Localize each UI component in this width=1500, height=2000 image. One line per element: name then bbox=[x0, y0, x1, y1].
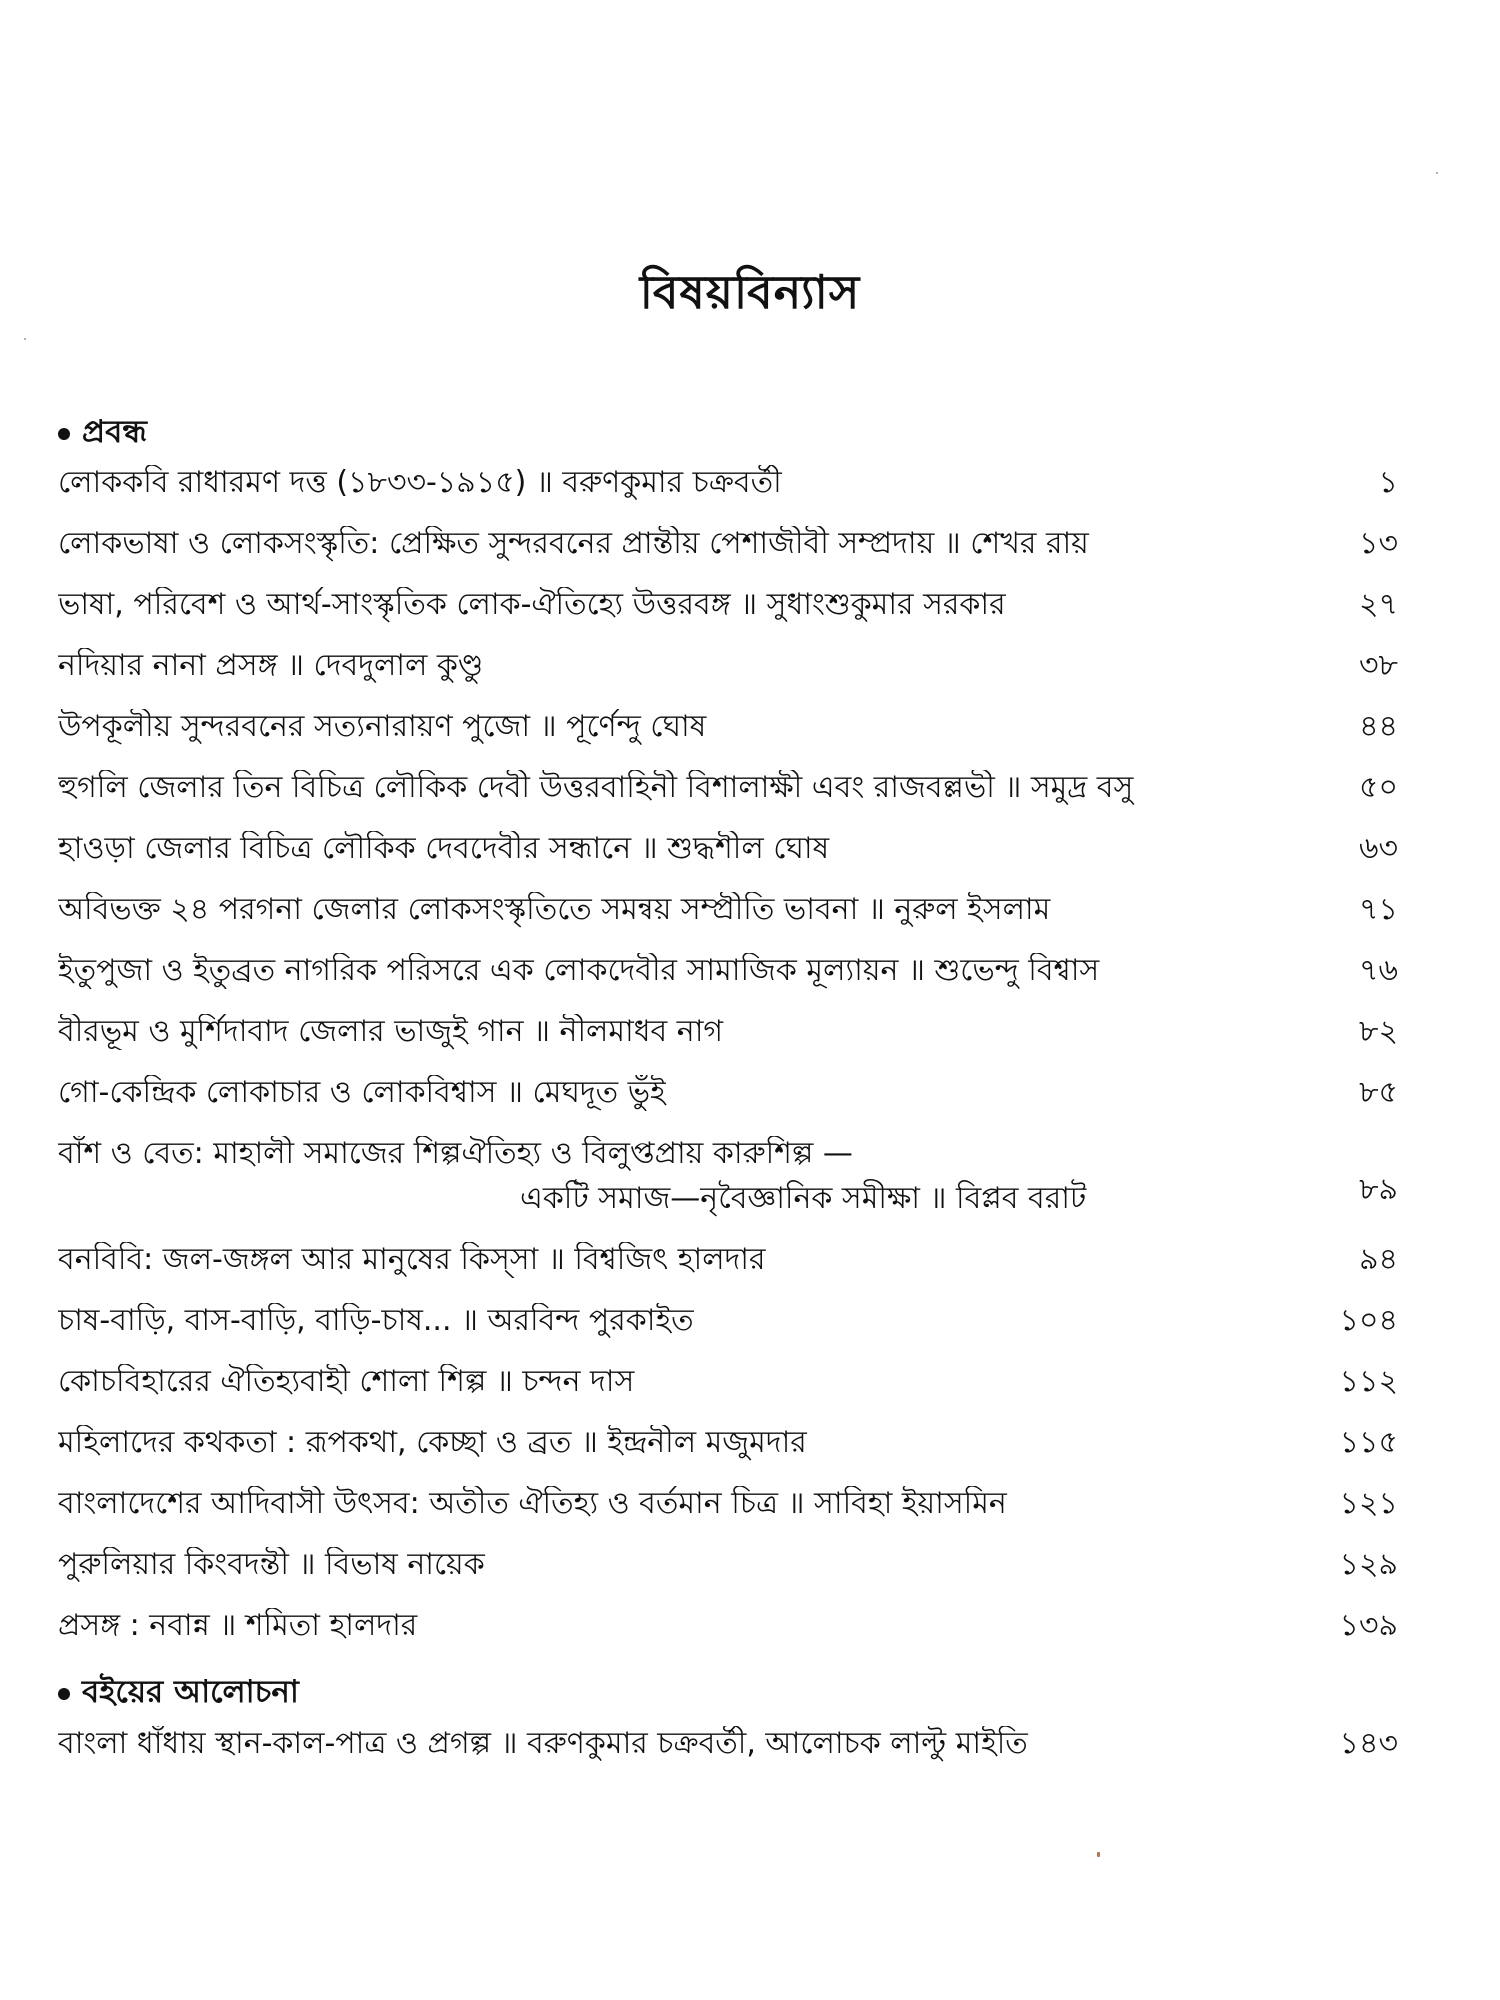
entry-text: হাওড়া জেলার বিচিত্র লৌকিক দেবদেবীর সন্ধানে ॥ শুদ্ধশীল ঘোষ bbox=[58, 831, 830, 866]
entry-page-number: ১২৯ bbox=[1339, 1547, 1398, 1582]
section-heading-reviews bbox=[58, 1668, 299, 1720]
entry-text: গো-কেন্দ্রিক লোকাচার ও লোকবিশ্বাস ॥ মেঘদূত ভুঁই bbox=[58, 1075, 666, 1110]
entry-page-number: ১২১ bbox=[1339, 1486, 1398, 1521]
section-heading-essays bbox=[58, 408, 147, 460]
scan-speck bbox=[24, 338, 26, 340]
toc-entry bbox=[58, 1303, 1398, 1348]
entry-text: ইতুপুজা ও ইতুব্রত নাগরিক পরিসরে এক লোকদেবীর সামাজিক মূল্যায়ন ॥ শুভেন্দু বিশ্বাস bbox=[58, 953, 1100, 988]
toc-entry bbox=[58, 709, 1398, 754]
toc-entry bbox=[58, 953, 1398, 998]
entry-page-number: ২৭ bbox=[1358, 587, 1398, 622]
toc-entry bbox=[58, 1608, 1398, 1653]
toc-entry bbox=[58, 1136, 1398, 1217]
entry-text-continuation: একটি সমাজ—নৃবৈজ্ঞানিক সমীক্ষা ॥ বিপ্লব বরাট bbox=[520, 1181, 1087, 1216]
entry-text: ভাষা, পরিবেশ ও আর্থ-সাংস্কৃতিক লোক-ঐতিহ্যে উত্তরবঙ্গ ॥ সুধাংশুকুমার সরকার bbox=[58, 587, 1006, 622]
entry-text: হুগলি জেলার তিন বিচিত্র লৌকিক দেবী উত্তরবাহিনী বিশালাক্ষী এবং রাজবল্লভী ॥ সমুদ্র বসু bbox=[58, 770, 1134, 805]
entry-text: উপকূলীয় সুন্দরবনের সত্যনারায়ণ পুজো ॥ পূর্ণেন্দু ঘোষ bbox=[58, 709, 707, 744]
entry-page-number: ১১৫ bbox=[1339, 1425, 1398, 1460]
entry-text: নদিয়ার নানা প্রসঙ্গ ॥ দেবদুলাল কুণ্ডু bbox=[58, 648, 484, 683]
entry-text: কোচবিহারের ঐতিহ্যবাহী শোলা শিল্প ॥ চন্দন দাস bbox=[58, 1364, 635, 1399]
toc-entry bbox=[58, 1726, 1398, 1771]
entry-text: পুরুলিয়ার কিংবদন্তী ॥ বিভাষ নায়েক bbox=[58, 1547, 485, 1582]
entry-text: অবিভক্ত ২৪ পরগনা জেলার লোকসংস্কৃতিতে সমন্বয় সম্প্রীতি ভাবনা ॥ নুরুল ইসলাম bbox=[58, 892, 1051, 927]
entry-text: বীরভূম ও মুর্শিদাবাদ জেলার ভাজুই গান ॥ নীলমাধব নাগ bbox=[58, 1014, 724, 1049]
toc-entry bbox=[58, 1486, 1398, 1531]
entry-text: বাঁশ ও বেত: মাহালী সমাজের শিল্পঐতিহ্য ও বিলুপ্তপ্রায় কারুশিল্প — bbox=[58, 1136, 853, 1171]
toc-entry bbox=[58, 831, 1398, 876]
toc-entry bbox=[58, 1014, 1398, 1059]
entry-page-number: ৮৯ bbox=[1359, 1172, 1398, 1207]
entry-page-number: ৩৮ bbox=[1359, 648, 1398, 683]
toc-entry bbox=[58, 1075, 1398, 1120]
toc-entry bbox=[58, 1364, 1398, 1409]
scan-speck bbox=[1436, 172, 1438, 174]
entry-page-number: ৫০ bbox=[1359, 770, 1398, 805]
entry-text: লোককবি রাধারমণ দত্ত (১৮৩৩-১৯১৫) ॥ বরুণকুমার চক্রবর্তী bbox=[58, 465, 782, 500]
bullet-icon bbox=[58, 1688, 70, 1700]
entry-page-number: ৪৪ bbox=[1359, 709, 1398, 744]
toc-entry bbox=[58, 526, 1398, 571]
entry-page-number: ১ bbox=[1378, 465, 1398, 500]
toc-entry bbox=[58, 770, 1398, 815]
entry-text: চাষ-বাড়ি, বাস-বাড়ি, বাড়ি-চাষ... ॥ অরবিন্দ পুরকাইত bbox=[58, 1303, 694, 1338]
entry-text: প্রসঙ্গ : নবান্ন ॥ শমিতা হালদার bbox=[58, 1608, 418, 1643]
toc-entry bbox=[58, 587, 1398, 632]
entry-page-number: ৬৩ bbox=[1358, 831, 1398, 866]
entry-page-number: ১৩ bbox=[1359, 526, 1398, 561]
entry-page-number: ১১২ bbox=[1339, 1364, 1398, 1399]
bullet-icon bbox=[58, 428, 70, 440]
entry-page-number: ৭১ bbox=[1359, 892, 1398, 927]
entry-text: মহিলাদের কথকতা : রূপকথা, কেচ্ছা ও ব্রত ॥ ইন্দ্রনীল মজুমদার bbox=[58, 1425, 807, 1460]
toc-entry bbox=[58, 1242, 1398, 1287]
entry-text: লোকভাষা ও লোকসংস্কৃতি: প্রেক্ষিত সুন্দরবনের প্রান্তীয় পেশাজীবী সম্প্রদায় ॥ শেখর রায় bbox=[58, 526, 1089, 561]
entry-text: বাংলা ধাঁধায় স্থান-কাল-পাত্র ও প্রগল্প ॥ বরুণকুমার চক্রবর্তী, আলোচক লাল্টু মাইতি bbox=[58, 1726, 1028, 1761]
entry-page-number: ১৩৯ bbox=[1339, 1608, 1398, 1643]
toc-entry bbox=[58, 465, 1398, 510]
entry-text: বাংলাদেশের আদিবাসী উৎসব: অতীত ঐতিহ্য ও বর্তমান চিত্র ॥ সাবিহা ইয়াসমিন bbox=[58, 1486, 1007, 1521]
entry-page-number: ৭৬ bbox=[1358, 953, 1398, 988]
entry-text: বনবিবি: জল-জঙ্গল আর মানুষের কিস্‌সা ॥ বিশ্বজিৎ হালদার bbox=[58, 1242, 766, 1277]
section-heading-label: বইয়ের আলোচনা bbox=[82, 1674, 299, 1710]
toc-entry bbox=[58, 1547, 1398, 1592]
entry-page-number: ৮৫ bbox=[1359, 1075, 1398, 1110]
entry-page-number: ১৪৩ bbox=[1339, 1726, 1398, 1761]
toc-entry bbox=[58, 1425, 1398, 1470]
section-heading-label: প্রবন্ধ bbox=[82, 414, 147, 450]
entry-page-number: ৯৪ bbox=[1359, 1242, 1398, 1277]
page-title: বিষয়বিন্যাস bbox=[639, 265, 861, 319]
entry-page-number: ৮২ bbox=[1359, 1014, 1398, 1049]
scan-speck bbox=[1097, 1852, 1100, 1857]
entry-page-number: ১০৪ bbox=[1339, 1303, 1398, 1338]
toc-entry bbox=[58, 892, 1398, 937]
toc-entry bbox=[58, 648, 1398, 693]
